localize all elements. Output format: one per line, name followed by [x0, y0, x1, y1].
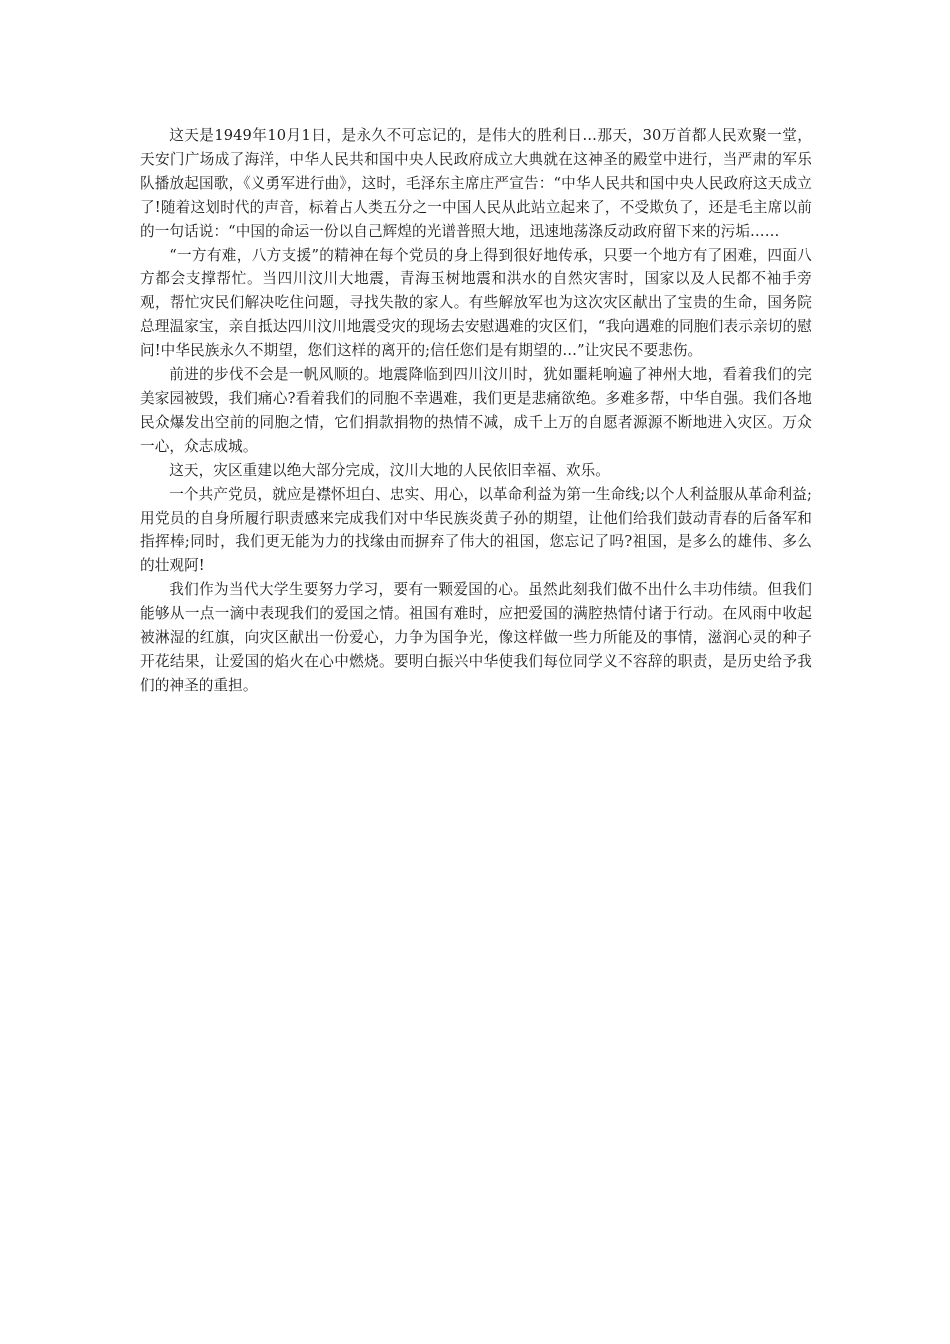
paragraph-5: 一个共产党员，就应是襟怀坦白、忠实、用心，以革命利益为第一生命线;以个人利益服从革命利益;用党员的自身所履行职责感来完成我们对中华民族炎黄子孙的期望，让他们给我们鼓动青春的后备军和指挥棒;同时，我们更无能为力的找缘由而摒弃了伟大的祖国，您忘记了吗?祖国，是多么的雄伟、多么的壮观阿!: [140, 485, 812, 575]
paragraph-4: 这天，灾区重建以绝大部分完成，汶川大地的人民依旧幸福、欢乐。: [169, 461, 611, 479]
paragraph-3: 前进的步伐不会是一帆风顺的。地震降临到四川汶川时，犹如噩耗响遍了神州大地，看着我们的完美家园被毁，我们痛心?看着我们的同胞不幸遇难，我们更是悲痛欲绝。多难多帮，中华自强。我们各地民众爆发出空前的同胞之情，它们捐款捐物的热情不减，成千上万的自愿者源源不断地进入灾区。万众一心，众志成城。: [140, 366, 812, 455]
paragraph-2: “一方有难，八方支援”的精神在每个党员的身上得到很好地传承，只要一个地方有了困难，四面八方都会支撑帮忙。当四川汶川大地震，青海玉树地震和洪水的自然灾害时，国家以及人民都不袖手旁观，帮忙灾民们解决吃住问题，寻找失散的家人。有些解放军也为这次灾区献出了宝贵的生命，国务院总理温家宝，亲自抵达四川汶川地震受灾的现场去安慰遇难的灾区们，“我向遇难的同胞们表示亲切的慰问!中华民族永久不期望，您们这样的离开的;信任您们是有期望的…”让灾民不要悲伤。: [140, 246, 812, 360]
paragraph-1: 这天是1949年10月1日，是永久不可忘记的，是伟大的胜利日…那天，30万首都人民欢聚一堂，天安门广场成了海洋，中华人民共和国中央人民政府成立大典就在这神圣的殿堂中进行，当严肃的军乐队播放起国歌，《义勇军进行曲》，这时，毛泽东主席庄严宣告：“中华人民共和国中央人民政府这天成立了!随着这划时代的声音，标着占人类五分之一中国人民从此站立起来了，不受欺负了，还是毛主席以前的一句话说：“中国的命运一份以自己辉煌的光谱普照大地，迅速地荡涤反动政府留下来的污垢……: [140, 127, 812, 240]
document-body: [140, 124, 812, 698]
paragraph-6: 我们作为当代大学生要努力学习，要有一颗爱国的心。虽然此刻我们做不出什么丰功伟绩。但我们能够从一点一滴中表现我们的爱国之情。祖国有难时，应把爱国的满腔热情付诸于行动。在风雨中收起被淋湿的红旗，向灾区献出一份爱心，力争为国争光，像这样做一些力所能及的事情，滋润心灵的种子开花结果，让爱国的焰火在心中燃烧。要明白振兴中华使我们每位同学义不容辞的职责，是历史给予我们的神圣的重担。: [140, 581, 812, 694]
